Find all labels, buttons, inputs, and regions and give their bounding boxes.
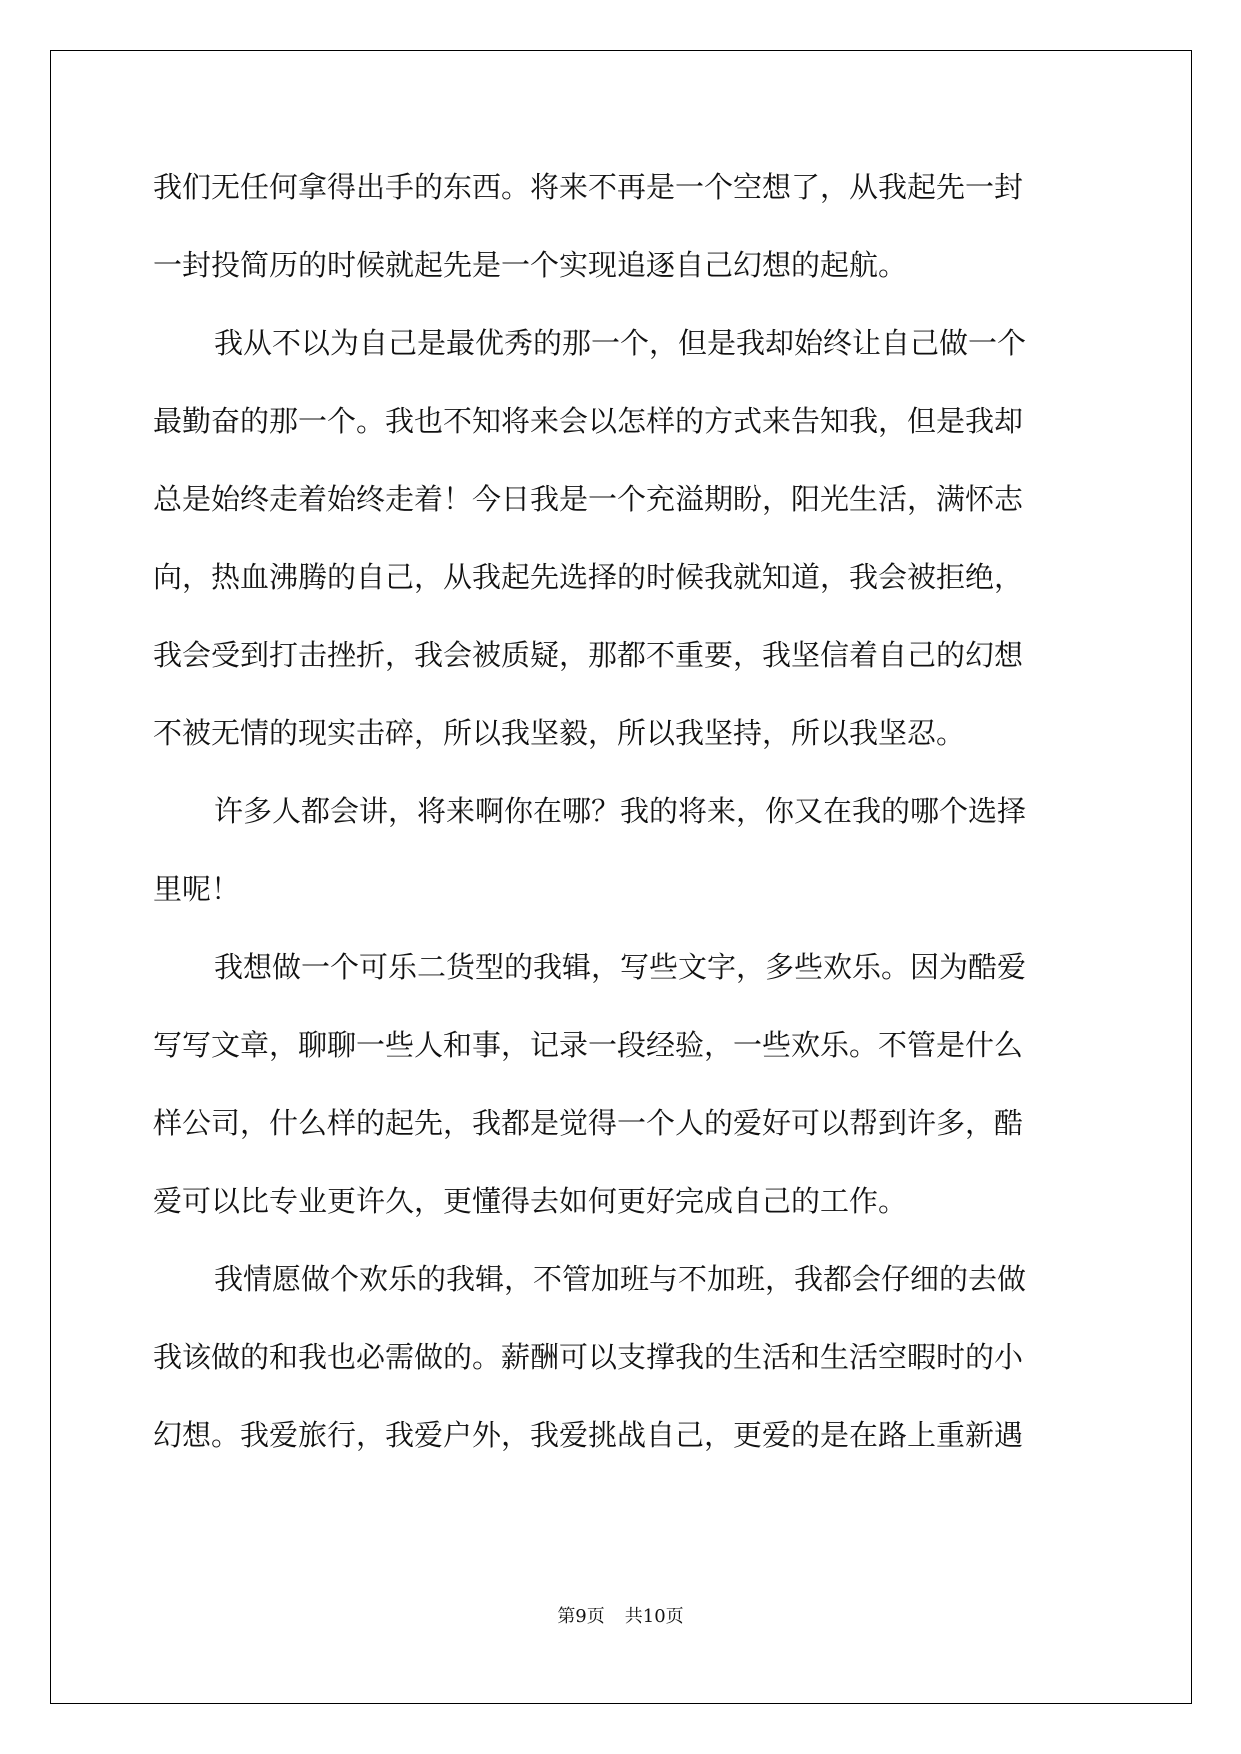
text-line: 我会受到打击挫折，我会被质疑，那都不重要，我坚信着自己的幻想 (153, 638, 1024, 672)
text-line: 不被无情的现实击碎，所以我坚毅，所以我坚持，所以我坚忍。 (153, 716, 966, 750)
text-line: 许多人都会讲，将来啊你在哪？我的将来，你又在我的哪个选择 (214, 794, 1027, 828)
text-line: 我从不以为自己是最优秀的那一个，但是我却始终让自己做一个 (214, 326, 1027, 360)
text-line: 我们无任何拿得出手的东西。将来不再是一个空想了，从我起先一封 (153, 170, 1024, 204)
text-line: 样公司，什么样的起先，我都是觉得一个人的爱好可以帮到许多，酷 (153, 1106, 1024, 1140)
text-line: 一封投简历的时候就起先是一个实现追逐自己幻想的起航。 (153, 248, 908, 282)
text-line: 里呢！ (153, 872, 241, 906)
text-line: 我该做的和我也必需做的。薪酬可以支撑我的生活和生活空暇时的小 (153, 1340, 1024, 1374)
page-footer (0, 1605, 1241, 1629)
page-number: 第9页 (557, 1606, 605, 1627)
text-line: 总是始终走着始终走着！今日我是一个充溢期盼，阳光生活，满怀志 (153, 482, 1024, 516)
text-line: 写写文章，聊聊一些人和事，记录一段经验，一些欢乐。不管是什么 (153, 1028, 1024, 1062)
text-line: 最勤奋的那一个。我也不知将来会以怎样的方式来告知我，但是我却 (153, 404, 1024, 438)
page-total: 共10页 (624, 1606, 684, 1627)
text-line: 幻想。我爱旅行，我爱户外，我爱挑战自己，更爱的是在路上重新遇 (153, 1418, 1024, 1452)
text-line: 我想做一个可乐二货型的我辑，写些文字，多些欢乐。因为酷爱 (214, 950, 1027, 984)
text-line: 向，热血沸腾的自己，从我起先选择的时候我就知道，我会被拒绝， (153, 560, 1024, 594)
text-line: 我情愿做个欢乐的我辑，不管加班与不加班，我都会仔细的去做 (214, 1262, 1027, 1296)
text-line: 爱可以比专业更许久，更懂得去如何更好完成自己的工作。 (153, 1184, 908, 1218)
